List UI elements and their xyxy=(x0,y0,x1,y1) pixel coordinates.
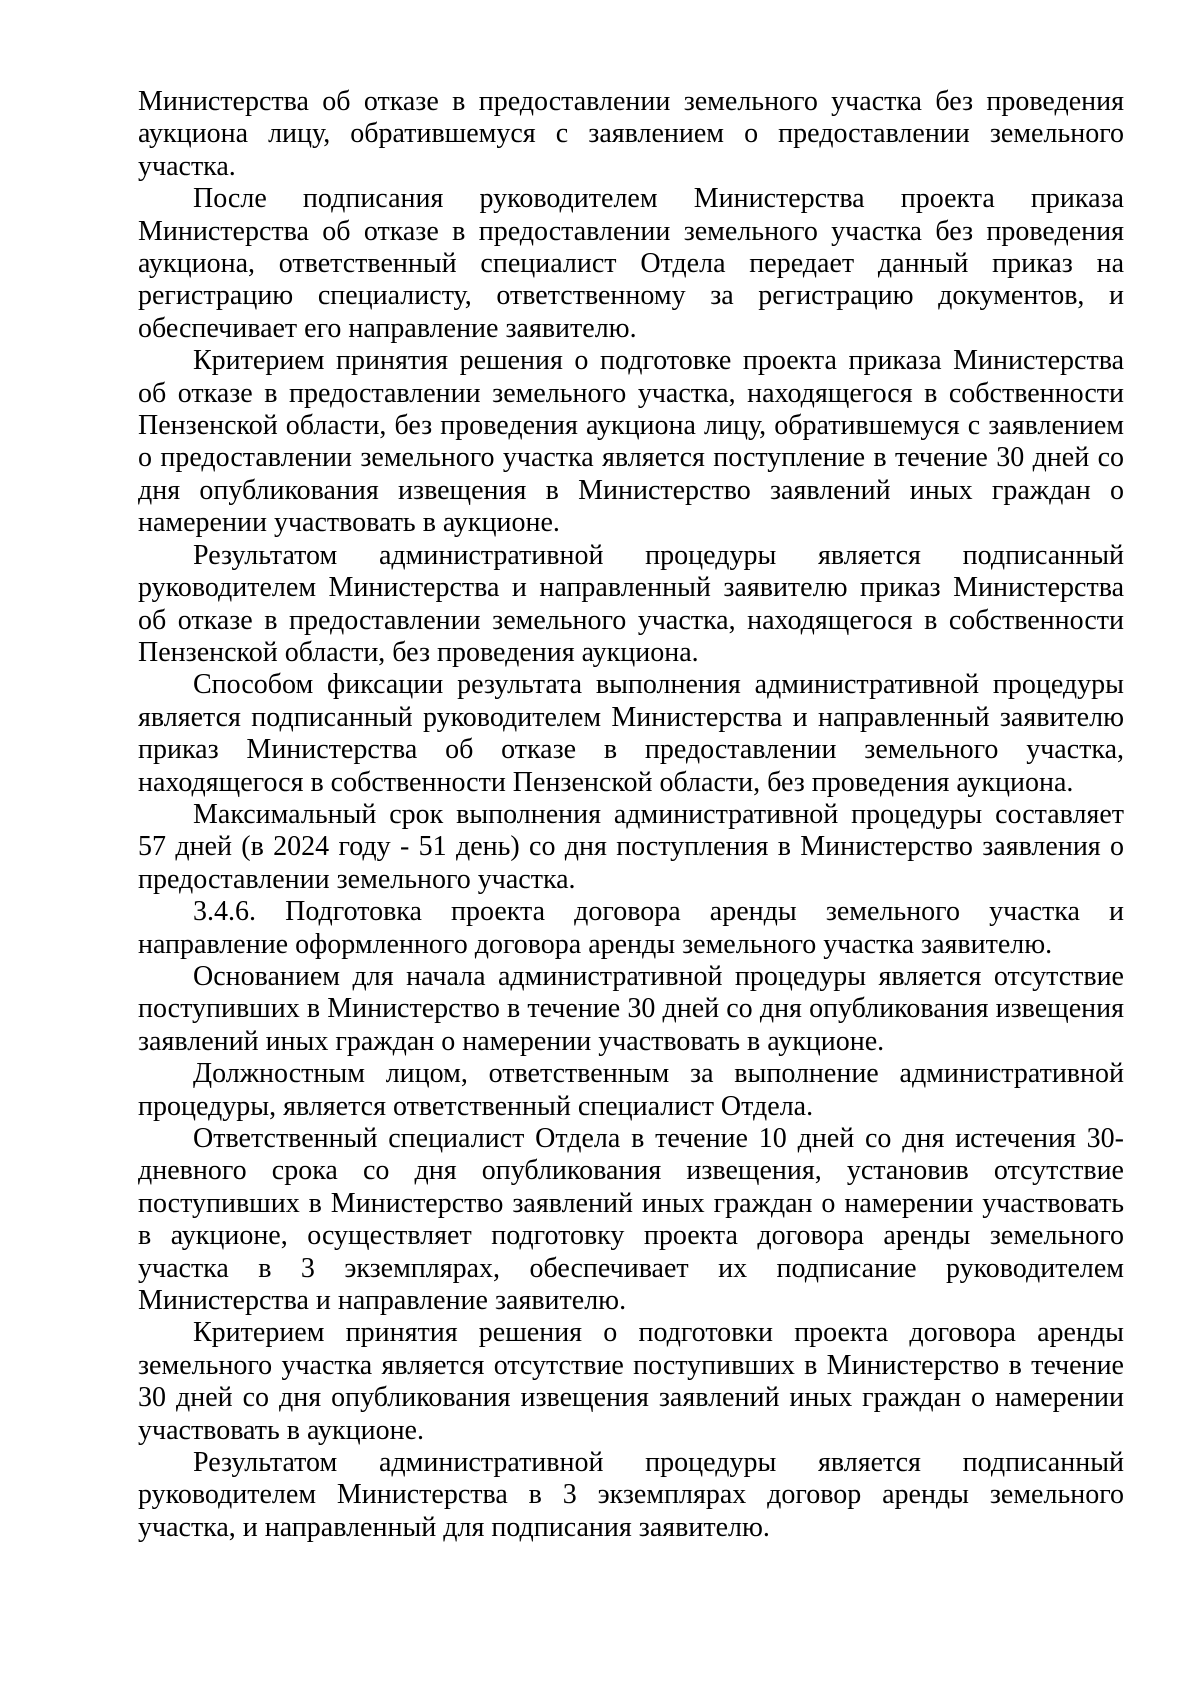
paragraph-continuation: Министерства об отказе в предоставлении земельного участка без проведения аукциона лицу, обратившемуся с заявлением о предоставлении земельного участка. xyxy=(138,86,1124,182)
paragraph-refusal-result: Результатом административной процедуры является подписанный руководителем Министерства и направленный заявителю приказ Министерства об отказе в предоставлении земельного участка, находящегося в собственности Пензенской области, без проведения аукциона. xyxy=(138,539,1124,668)
paragraph-refusal-fixation: Способом фиксации результата выполнения административной процедуры является подписанный руководителем Министерства и направленный заявителю приказ Министерства об отказе в предоставлении земельного участка, находящегося в собственности Пензенской области, без проведения аукциона. xyxy=(138,669,1124,798)
paragraph-signing-order: После подписания руководителем Министерства проекта приказа Министерства об отказе в предоставлении земельного участка без проведения аукциона, ответственный специалист Отдела передает данный приказ на регистрацию специалисту, ответственному за регистрацию документов, и обеспечивает его направление заявителю. xyxy=(138,183,1124,344)
paragraph-lease-result: Результатом административной процедуры является подписанный руководителем Министерства в 3 экземплярах договор аренды земельного участка, и направленный для подписания заявителю. xyxy=(138,1447,1124,1543)
paragraph-preparation: Ответственный специалист Отдела в течение 10 дней со дня истечения 30-дневного срока со дня опубликования извещения, установив отсутствие поступивших в Министерство заявлений иных граждан о намерении участвовать в аукционе, осуществляет подготовку проекта договора аренды земельного участка в 3 экземплярах, обеспечивает их подписание руководителем Министерства и направление заявителю. xyxy=(138,1123,1124,1317)
document-page xyxy=(138,86,1124,1544)
paragraph-max-term: Максимальный срок выполнения административной процедуры составляет 57 дней (в 2024 году - 51 день) со дня поступления в Министерство заявления о предоставлении земельного участка. xyxy=(138,798,1124,895)
paragraph-refusal-criterion: Критерием принятия решения о подготовке проекта приказа Министерства об отказе в предоставлении земельного участка, находящегося в собственности Пензенской области, без проведения аукциона лицу, обратившемуся с заявлением о предоставлении земельного участка является поступление в течение 30 дней со дня опубликования извещения в Министерство заявлений иных граждан о намерении участвовать в аукционе. xyxy=(138,345,1124,539)
section-heading-3-4-6: 3.4.6. Подготовка проекта договора аренды земельного участка и направление оформленного договора аренды земельного участка заявителю. xyxy=(138,896,1124,960)
paragraph-basis: Основанием для начала административной процедуры является отсутствие поступивших в Министерство в течение 30 дней со дня опубликования извещения заявлений иных граждан о намерении участвовать в аукционе. xyxy=(138,960,1124,1057)
paragraph-lease-criterion: Критерием принятия решения о подготовки проекта договора аренды земельного участка является отсутствие поступивших в Министерство в течение 30 дней со дня опубликования извещения заявлений иных граждан о намерении участвовать в аукционе. xyxy=(138,1317,1124,1446)
paragraph-responsible-official: Должностным лицом, ответственным за выполнение административной процедуры, является ответственный специалист Отдела. xyxy=(138,1058,1124,1122)
